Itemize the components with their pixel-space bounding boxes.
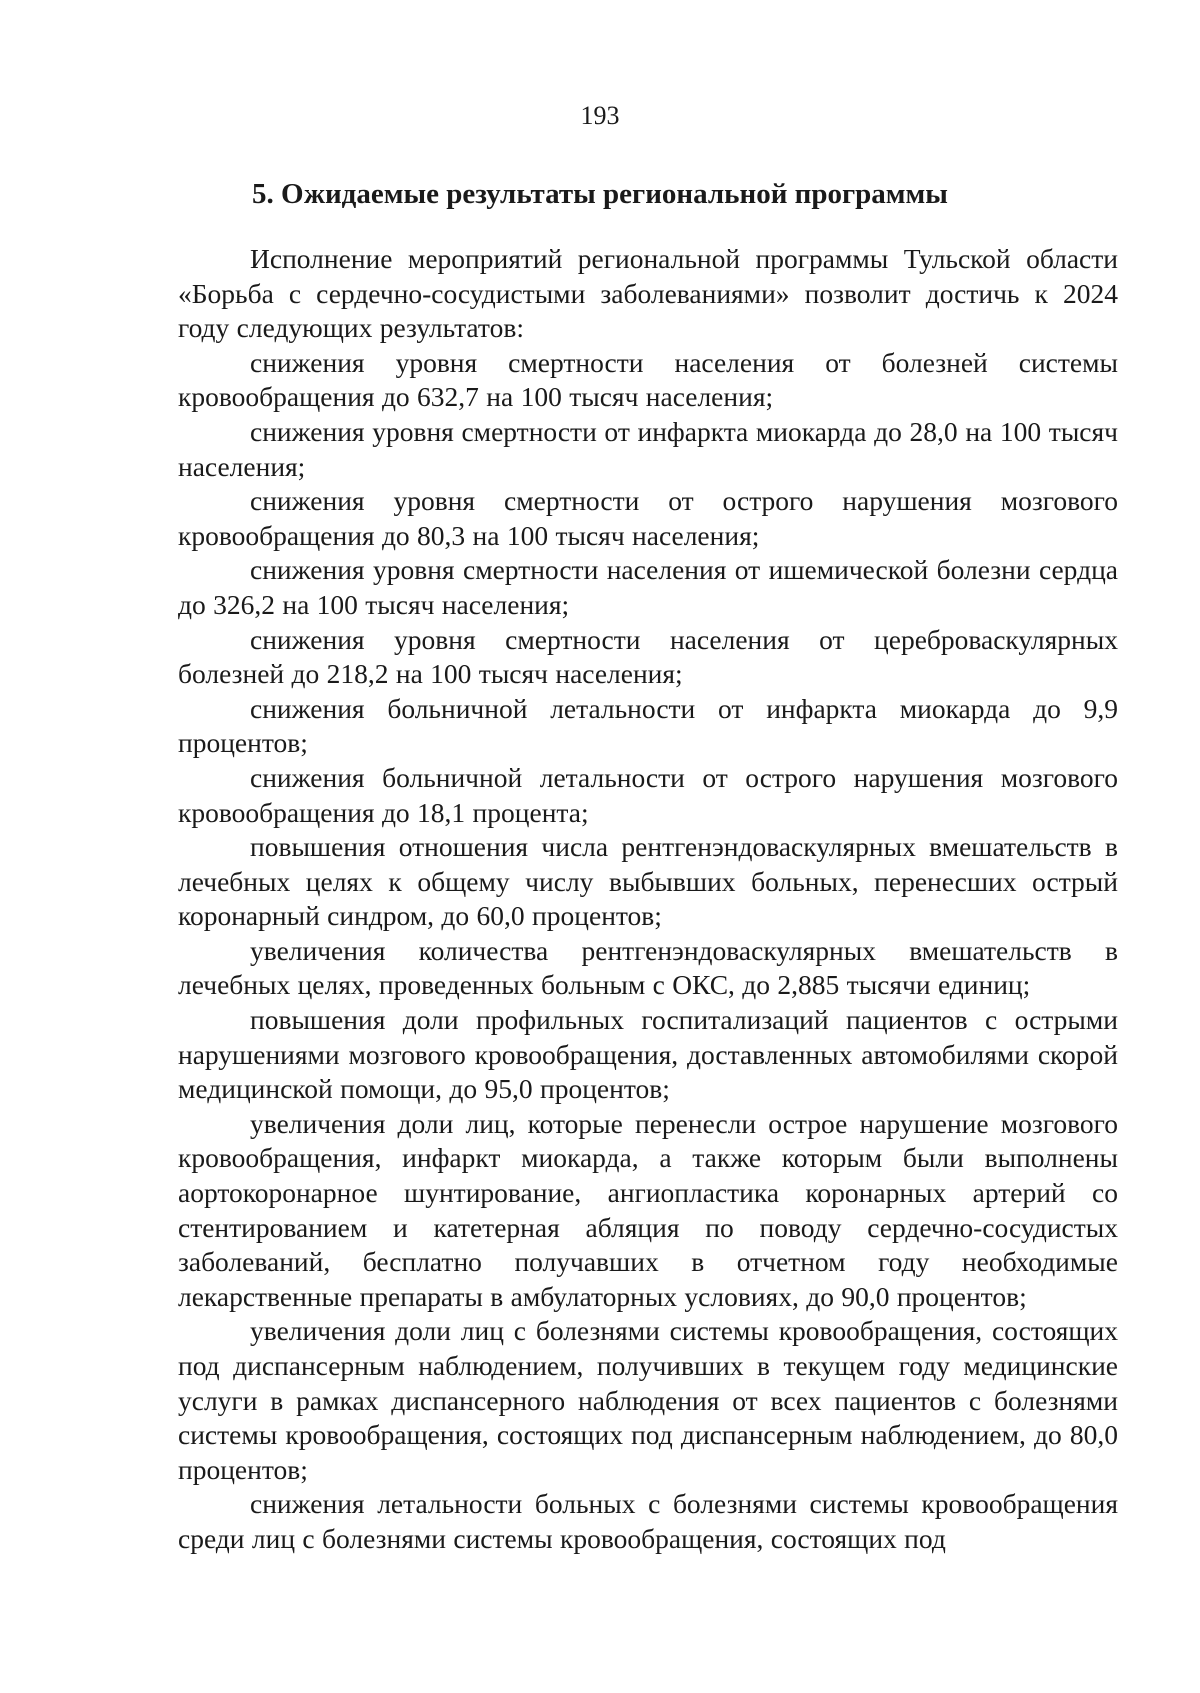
paragraph-item: повышения отношения числа рентгенэндоваскулярных вмешательств в лечебных целях к общему числу выбывших больных, перенесших острый коронарный синдром, до 60,0 процентов;	[178, 831, 1118, 932]
paragraph-item: снижения уровня смертности от острого нарушения мозгового кровообращения до 80,3 на 100 тысяч населения;	[178, 485, 1118, 551]
paragraph-intro: Исполнение мероприятий региональной программы Тульской области «Борьба с сердечно-сосудистыми заболеваниями» позволит достичь к 2024 году следующих результатов:	[178, 243, 1118, 344]
paragraph-item: снижения уровня смертности от инфаркта миокарда до 28,0 на 100 тысяч населения;	[178, 415, 1118, 482]
paragraph-item: снижения больничной летальности от острого нарушения мозгового кровообращения до 18,1 процента;	[178, 761, 1118, 828]
section-heading: 5. Ожидаемые результаты региональной программы	[252, 178, 948, 210]
page-number: 193	[580, 101, 620, 130]
body-text	[178, 242, 1118, 1557]
paragraph-item: увеличения количества рентгенэндоваскулярных вмешательств в лечебных целях, проведенных больным с ОКС, до 2,885 тысячи единиц;	[178, 934, 1118, 1001]
paragraph-item: снижения уровня смертности населения от ишемической болезни сердца до 326,2 на 100 тысяч населения;	[178, 554, 1118, 620]
paragraph-item: снижения летальности больных с болезнями системы кровообращения среди лиц с болезнями системы кровообращения, состоящих под	[178, 1488, 1118, 1554]
paragraph-item: повышения доли профильных госпитализаций пациентов с острыми нарушениями мозгового кровообращения, доставленных автомобилями скорой медицинской помощи, до 95,0 процентов;	[178, 1004, 1118, 1105]
paragraph-item: увеличения доли лиц с болезнями системы кровообращения, состоящих под диспансерным наблюдением, получивших в текущем году медицинские услуги в рамках диспансерного наблюдения от всех пациентов с болезнями системы кровообращения, состоящих под диспансерным наблюдением, до 80,0 процентов;	[178, 1315, 1118, 1485]
paragraph-item: снижения уровня смертности населения от цереброваскулярных болезней до 218,2 на 100 тысяч населения;	[178, 623, 1118, 690]
paragraph-item: снижения уровня смертности населения от болезней системы кровообращения до 632,7 на 100 тысяч населения;	[178, 346, 1118, 413]
paragraph-item: увеличения доли лиц, которые перенесли острое нарушение мозгового кровообращения, инфаркт миокарда, а также которым были выполнены аортокоронарное шунтирование, ангиопластика коронарных артерий со стентированием и катетерная абляция по поводу сердечно-сосудистых заболеваний, бесплатно получавших в отчетном году необходимые лекарственные препараты в амбулаторных условиях, до 90,0 процентов;	[178, 1107, 1118, 1312]
paragraph-item: снижения больничной летальности от инфаркта миокарда до 9,9 процентов;	[178, 692, 1118, 759]
